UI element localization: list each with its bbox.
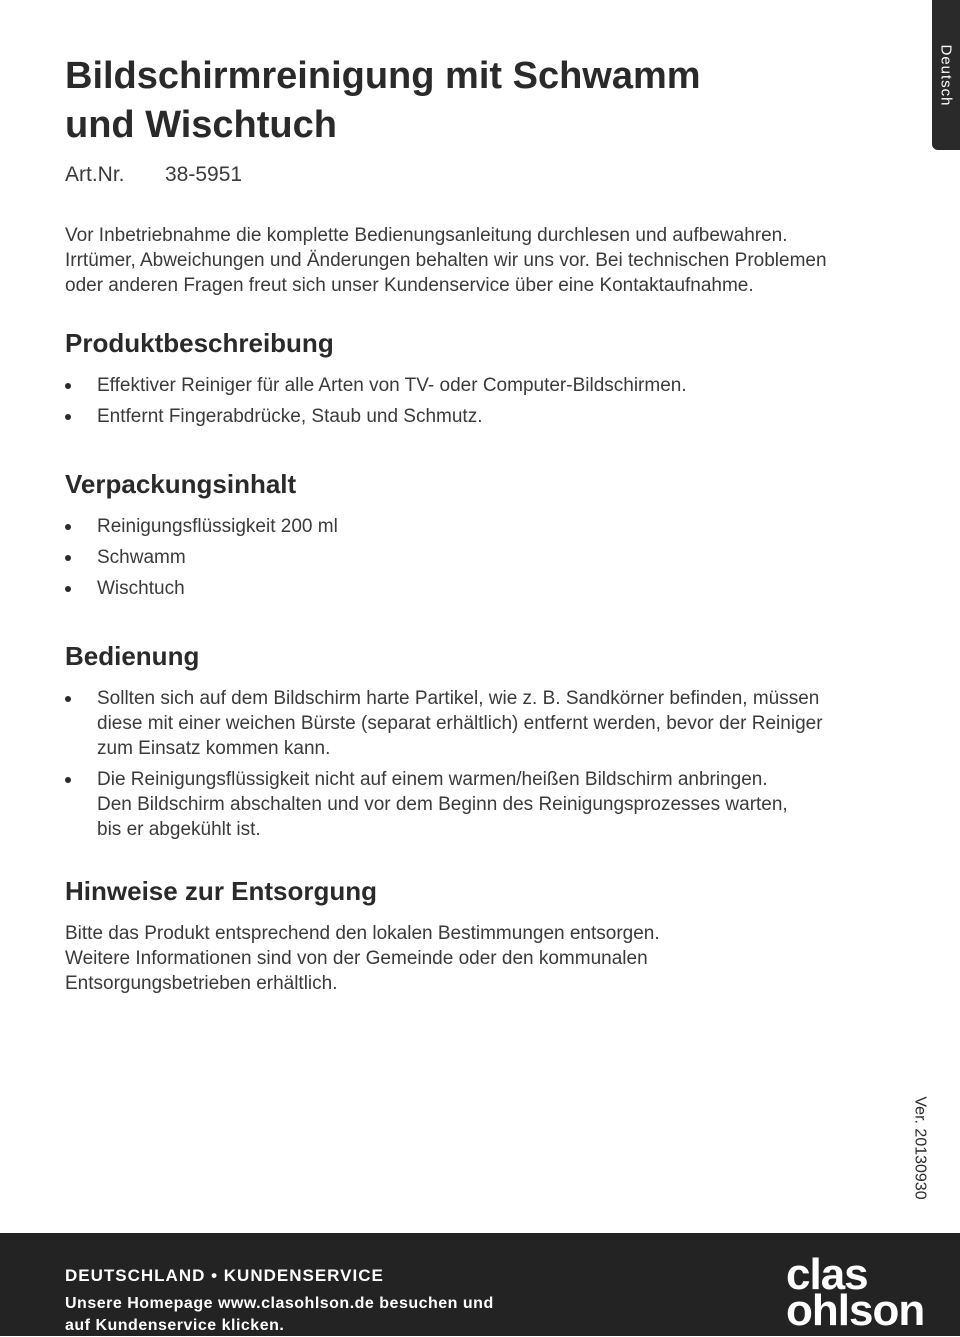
footer: [0, 1233, 960, 1336]
section-heading-entsorgung: Hinweise zur Entsorgung: [65, 876, 378, 906]
disposal-line: Entsorgungsbetrieben erhältlich.: [65, 973, 338, 994]
bullet-icon: [65, 555, 71, 561]
version-text: Ver. 20130930: [912, 1096, 929, 1200]
clas-ohlson-logo: [786, 1250, 936, 1337]
disposal-line: Bitte das Produkt entsprechend den lokalen Bestimmungen entsorgen.: [65, 923, 660, 944]
bullet-icon: [65, 696, 71, 702]
section-heading-produktbeschreibung: Produktbeschreibung: [65, 328, 334, 358]
intro-line: Vor Inbetriebnahme die komplette Bedienungsanleitung durchlesen und aufbewahren.: [65, 225, 788, 246]
main-content: [65, 52, 885, 996]
article-number: [65, 163, 885, 187]
bullet-icon: [65, 414, 71, 420]
footer-heading: DEUTSCHLAND • KUNDENSERVICE: [65, 1266, 384, 1285]
list-item: Die Reinigungsflüssigkeit nicht auf einem warmen/heißen Bildschirm anbringen. Den Bildschirm abschalten und vor dem Beginn des Reinigungsprozesses warten, bis er abgekühlt ist.: [65, 767, 885, 842]
logo-line: clas: [786, 1250, 868, 1299]
package-contents-list: [65, 514, 885, 601]
language-tab: [932, 0, 960, 150]
article-number-label: Art.Nr.: [65, 163, 125, 186]
list-item: Effektiver Reiniger für alle Arten von TV- oder Computer-Bildschirmen.: [65, 373, 885, 398]
logo-line: ohlson: [786, 1286, 925, 1335]
operation-list: [65, 686, 885, 842]
disposal-text: [65, 921, 885, 996]
list-item: Reinigungsflüssigkeit 200 ml: [65, 514, 885, 539]
list-item: Schwamm: [65, 545, 885, 570]
footer-text-line: auf Kundenservice klicken.: [65, 1317, 285, 1334]
bullet-icon: [65, 586, 71, 592]
intro-text: [65, 223, 885, 298]
intro-line: oder anderen Fragen freut sich unser Kundenservice über eine Kontaktaufnahme.: [65, 275, 754, 296]
title-line: und Wischtuch: [65, 104, 337, 146]
list-item: Sollten sich auf dem Bildschirm harte Partikel, wie z. B. Sandkörner befinden, müssen diese mit einer weichen Bürste (separat erhältlich) entfernt werden, bevor der Reiniger zum Einsatz kommen kann.: [65, 686, 885, 761]
intro-line: Irrtümer, Abweichungen und Änderungen behalten wir uns vor. Bei technischen Problemen: [65, 250, 827, 271]
article-number-value: 38-5951: [165, 163, 243, 186]
version-label: [900, 1093, 940, 1203]
page-title: [65, 52, 785, 150]
bullet-icon: [65, 383, 71, 389]
language-label: Deutsch: [937, 43, 955, 107]
disposal-line: Weitere Informationen sind von der Gemeinde oder den kommunalen: [65, 948, 648, 969]
section-heading-bedienung: Bedienung: [65, 641, 200, 671]
footer-text-line: Unsere Homepage www.clasohlson.de besuchen und: [65, 1295, 494, 1312]
section-heading-verpackungsinhalt: Verpackungsinhalt: [65, 469, 297, 499]
title-line: Bildschirmreinigung mit Schwamm: [65, 55, 701, 97]
bullet-icon: [65, 524, 71, 530]
list-item: Entfernt Fingerabdrücke, Staub und Schmutz.: [65, 404, 885, 429]
bullet-icon: [65, 777, 71, 783]
list-item: Wischtuch: [65, 576, 885, 601]
product-description-list: [65, 373, 885, 429]
